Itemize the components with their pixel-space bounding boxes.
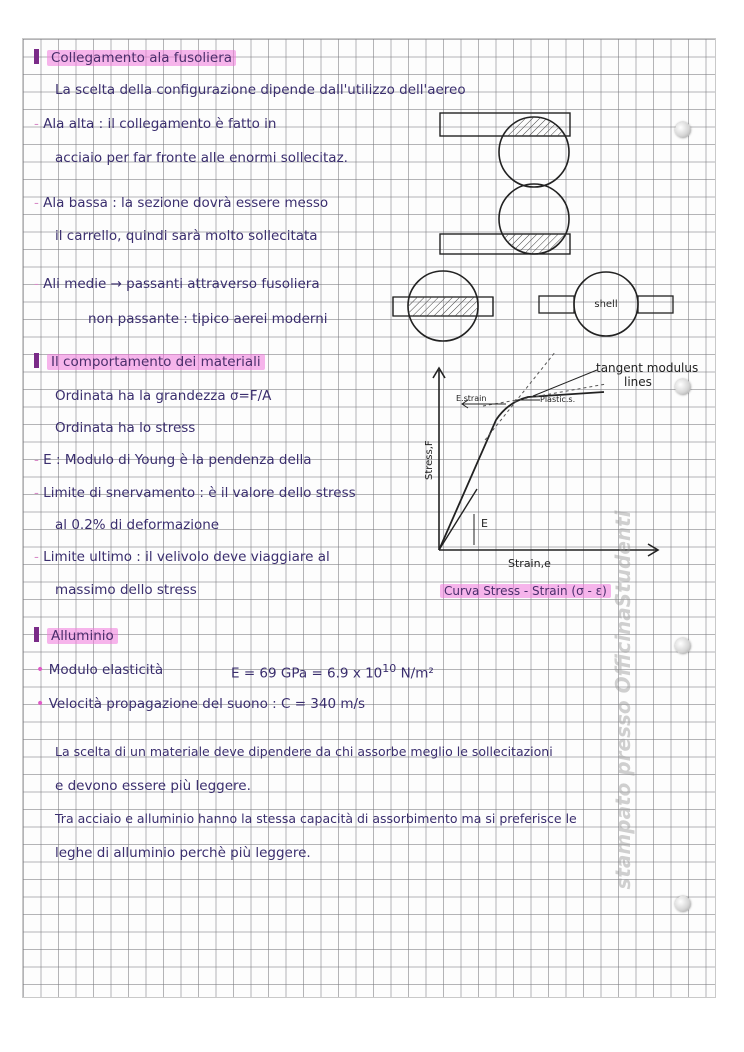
note-line: La scelta della configurazione dipende dall'utilizzo dell'aereo [55,82,466,98]
note-line: Ordinata ha lo stress [55,420,196,436]
mid-wing-through-sketch [393,271,493,341]
note-line: leghe di alluminio perchè più leggere. [55,845,311,861]
note-line: massimo dello stress [55,582,197,598]
note-line: - E : Modulo di Young è la pendenza della [34,452,312,468]
note-line: La scelta di un materiale deve dipendere da chi assorbe meglio le sollecitazioni [55,744,553,759]
plastic-strain-label: Plastic.s. [540,395,576,404]
slope-line [439,489,477,550]
note-line: Ordinata ha la grandezza σ=F/A [55,388,272,404]
bullet-item: • Modulo elasticità [36,662,164,678]
note-line: non passante : tipico aerei moderni [88,311,328,327]
elasticity-formula: E = 69 GPa = 6.9 x $10^{10}$ N/m² [231,662,434,682]
low-wing-sketch [440,184,572,254]
high-wing-sketch [440,113,572,187]
mid-wing-shell-sketch [539,272,673,336]
y-axis-label: Stress,F [424,440,435,480]
stress-strain-chart [424,351,698,570]
shell-label: shell [594,299,618,310]
note-line: - Limite di snervamento : è il valore dello stress [34,485,356,501]
note-line: il carrello, quindi sarà molto sollecitata [55,228,318,244]
tangent-label: tangent modulus [596,361,699,375]
note-line: - Limite ultimo : il velivolo deve viaggiare al [34,549,330,565]
note-line: al 0.2% di deformazione [55,517,220,533]
slope-label: E [481,517,488,530]
tangent-pointer [533,370,597,396]
bullet-item: • Velocità propagazione del suono : C = 340 m/s [36,696,366,712]
tangent-label: lines [624,375,652,389]
note-line: - Ala alta : il collegamento è fatto in [34,116,277,132]
note-line: e devono essere più leggere. [55,778,251,794]
note-line: - Ali medie → passanti attraverso fusoliera [34,276,320,292]
section-heading-alluminio: Alluminio [34,627,118,644]
note-line: - Ala bassa : la sezione dovrà essere messo [34,195,329,211]
x-axis-label: Strain,e [508,557,551,570]
section-heading-comportamento: Il comportamento dei materiali [34,353,265,370]
note-line: Tra acciaio e alluminio hanno la stessa capacità di assorbimento ma si preferisce le [55,811,577,826]
elastic-strain-label: E.strain [456,394,487,403]
note-line: acciaio per far fronte alle enormi sollecitaz. [55,150,348,166]
chart-caption: Curva Stress - Strain (σ - ε) [440,584,611,598]
watermark: stampato presso OfficinaStudenti [611,510,635,890]
section-heading-collegamento: Collegamento ala fusoliera [34,49,236,66]
stress-strain-curve [439,392,604,550]
